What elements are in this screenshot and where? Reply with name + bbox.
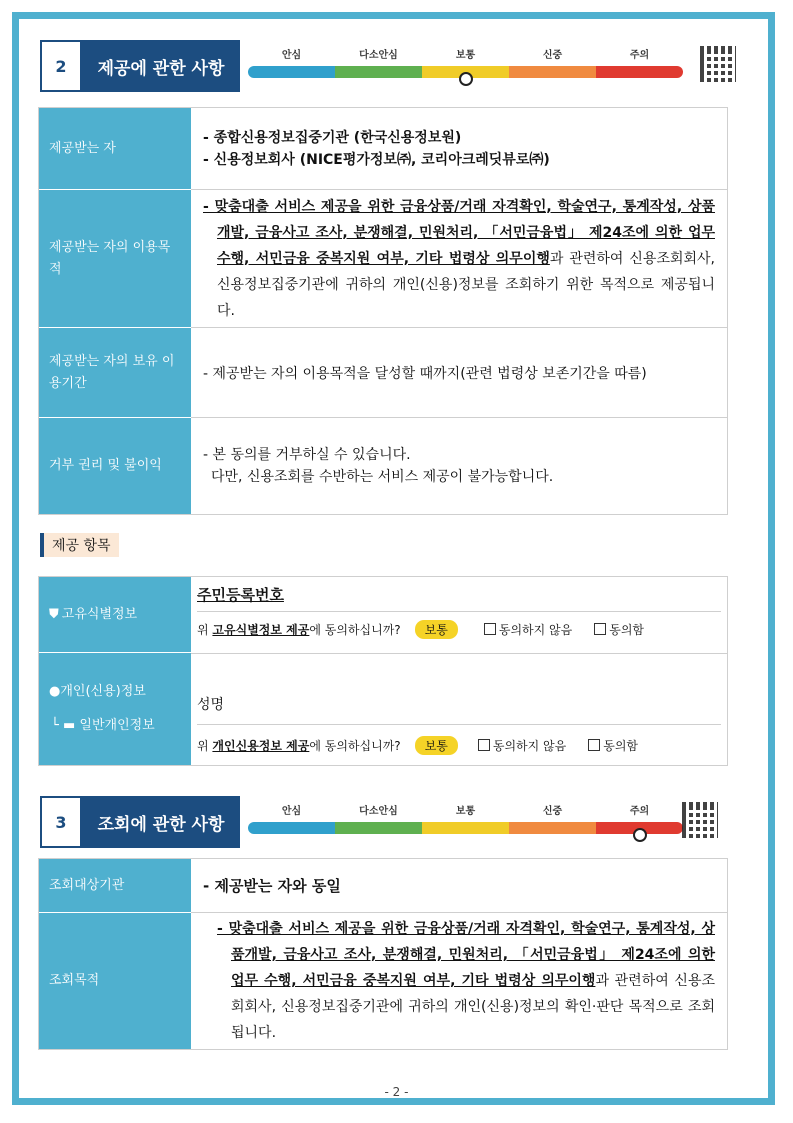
refusal-line: 다만, 신용조회를 수반하는 서비스 제공이 불가능합니다.	[211, 469, 554, 485]
label-purpose: 제공받는 자의 이용목적	[39, 190, 191, 328]
q-pre: 위	[197, 622, 209, 637]
unique-consent-row	[197, 611, 721, 646]
qr-code-icon	[682, 802, 718, 838]
agree-label: 동의함	[603, 738, 639, 753]
risk-segment	[335, 66, 422, 78]
risk-pointer	[633, 828, 647, 842]
qr-code-icon	[700, 46, 736, 82]
section-3-header	[40, 796, 240, 848]
checkbox-icon	[484, 623, 496, 635]
unique-id-label-cell	[39, 577, 191, 653]
risk-segment	[509, 66, 596, 78]
personal-label-wrap	[49, 675, 146, 709]
risk-label: 보통	[455, 806, 476, 817]
person-icon: ●	[49, 684, 61, 699]
risk-segment	[335, 822, 422, 834]
section-number: 3	[40, 796, 82, 848]
level-badge: 보통	[415, 620, 458, 639]
label-retention: 제공받는 자의 보유 이용기간	[39, 328, 191, 418]
checkbox-icon	[478, 739, 490, 751]
risk-segment	[509, 822, 596, 834]
risk-label: 주의	[629, 50, 650, 61]
risk-scale	[248, 802, 683, 842]
shield-icon: ⛊	[49, 606, 59, 622]
personal-consent-row	[197, 724, 721, 765]
unique-id-value: 주민등록번호	[197, 585, 284, 604]
unique-id-cell	[191, 577, 727, 653]
q-bold: 고유식별정보 제공	[212, 622, 310, 637]
decline-label: 동의하지 않음	[498, 622, 573, 637]
q-bold: 개인신용정보 제공	[212, 738, 310, 753]
general-label-wrap	[49, 709, 155, 743]
checkbox-icon	[594, 623, 606, 635]
risk-segment	[248, 822, 335, 834]
agree-checkbox[interactable]	[588, 737, 638, 754]
personal-label: 개인(신용)정보	[60, 684, 146, 699]
level-badge: 보통	[415, 736, 458, 755]
risk-bar	[248, 822, 683, 834]
decline-label: 동의하지 않음	[492, 738, 567, 753]
inquiry-table	[38, 858, 728, 1050]
general-label: 일반개인정보	[79, 718, 155, 733]
section-number: 2	[40, 40, 82, 92]
items-subheading: 제공 항목	[40, 533, 119, 557]
risk-pointer	[459, 72, 473, 86]
purpose-normal: 과 관련하여 신용조회회사, 신용정보집중기관에 귀하의 개인(신용)정보를 조회하기 위한 목적으로 제공됩니다.	[217, 250, 715, 319]
unique-id-label: 고유식별정보	[61, 606, 138, 622]
q-post: 에 동의하십니까?	[309, 622, 401, 637]
section-2-header	[40, 40, 240, 92]
refusal-cell	[191, 418, 727, 514]
risk-label: 안심	[281, 806, 302, 817]
section-title: 조회에 관한 사항	[82, 796, 240, 848]
items-table	[38, 576, 728, 766]
risk-segment	[596, 66, 683, 78]
page-number: - 2 -	[384, 1085, 409, 1099]
risk-label: 다소안심	[359, 50, 398, 61]
decline-checkbox[interactable]	[478, 737, 566, 754]
checkbox-icon	[588, 739, 600, 751]
section-title: 제공에 관한 사항	[82, 40, 240, 92]
refusal-line: - 본 동의를 거부하실 수 있습니다.	[203, 447, 411, 463]
purpose-normal: 과 관련하여 신용조회회사, 신용정보집중기관에 귀하의 개인(신용)정보의 확인·판단 목적으로 조회됩니다.	[231, 973, 715, 1041]
recipient-cell	[191, 108, 727, 190]
label-refusal: 거부 권리 및 불이익	[39, 418, 191, 514]
agree-label: 동의함	[609, 622, 645, 637]
decline-checkbox[interactable]	[484, 621, 572, 638]
label-inquiry-purpose: 조회목적	[39, 913, 191, 1049]
recipient-line: - 신용정보회사 (NICE평가정보㈜, 코리아크레딧뷰로㈜)	[203, 151, 550, 168]
risk-label: 신중	[542, 806, 563, 817]
provision-table	[38, 107, 728, 515]
risk-label: 보통	[455, 50, 476, 61]
recipient-line: - 종합신용정보집중기관 (한국신용정보원)	[203, 129, 462, 146]
risk-label: 다소안심	[359, 806, 398, 817]
retention-cell: - 제공받는 자의 이용목적을 달성할 때까지(관련 법령상 보존기간을 따름)	[191, 328, 727, 418]
risk-segment	[248, 66, 335, 78]
corner-icon: └ ▬	[51, 718, 76, 733]
label-inquiry-target: 조회대상기관	[39, 859, 191, 913]
consent-question	[197, 737, 401, 754]
inquiry-target-cell: - 제공받는 자와 동일	[191, 859, 727, 913]
q-post: 에 동의하십니까?	[309, 738, 401, 753]
risk-scale	[248, 46, 683, 86]
purpose-bold: - 맞춤대출 서비스 제공을 위한 금융상품/거래 자격확인, 학술연구, 통계작성, 상품개발, 금융사고 조사, 분쟁해결, 민원처리, 「서민금융법」 제24조에 의한 업무 수행, 서민금융 중복지원 여부, 기타 법령상 의무이행	[203, 198, 715, 267]
purpose-cell	[191, 190, 727, 328]
risk-label: 안심	[281, 50, 302, 61]
personal-cell	[191, 653, 727, 765]
general-value: 성명	[197, 697, 225, 713]
risk-segment	[422, 822, 509, 834]
label-recipient: 제공받는 자	[39, 108, 191, 190]
personal-label-cell	[39, 653, 191, 765]
inquiry-purpose-cell	[191, 913, 727, 1049]
agree-checkbox[interactable]	[594, 621, 644, 638]
risk-label: 주의	[629, 806, 650, 817]
consent-question	[197, 621, 401, 638]
purpose-bold: - 맞춤대출 서비스 제공을 위한 금융상품/거래 자격확인, 학술연구, 통계작성, 상품개발, 금융사고 조사, 분쟁해결, 민원처리, 「서민금융법」 제24조에 의한 업무 수행, 서민금융 중복지원 여부, 기타 법령상 의무이행	[217, 921, 715, 989]
q-pre: 위	[197, 738, 209, 753]
risk-label: 신중	[542, 50, 563, 61]
